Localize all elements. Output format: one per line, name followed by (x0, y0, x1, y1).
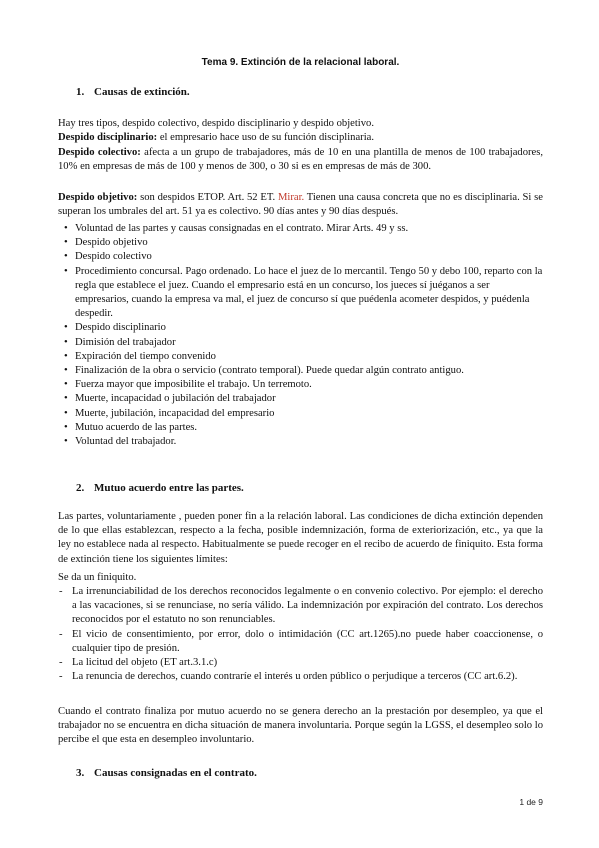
s1-disciplinario (58, 131, 543, 145)
list-item (58, 236, 543, 250)
list-item (58, 350, 543, 364)
list-item-text: Finalización de la obra o servicio (contrato temporal). Puede quedar algún contrato antiguo. (75, 365, 464, 377)
objetivo-text-a: son despidos ETOP. Art. 52 ET. (137, 192, 278, 203)
list-item-text: La renuncia de derechos, cuando contraríe el interés u orden público o perjudique a terceros (CC art.6.2). (72, 671, 518, 683)
objetivo-text-b: Tienen una causa concreta que no es disciplinaria. Si se superan los umbrales del art. 51 ya es colectivo. 90 días antes y 90 días después. (58, 192, 543, 218)
bullet-icon: • (64, 322, 68, 334)
list-item-text: El vicio de consentimiento, por error, dolo o intimidación (CC art.1265).no puede haber coaccionense, o cualquier tipo de presión. (72, 628, 543, 654)
list-item-text: Dimisión del trabajador (75, 336, 176, 348)
list-item (58, 392, 543, 406)
bullet-icon: • (64, 365, 68, 377)
list-item (58, 407, 543, 421)
colectivo-label: Despido colectivo: (58, 147, 141, 158)
list-item (58, 222, 543, 236)
section-1-title: Causas de extinción. (94, 86, 190, 98)
bullet-icon: • (64, 237, 68, 249)
list-item-text: Mutuo acuerdo de las partes. (75, 421, 198, 433)
list-item-text: La licitud del objeto (ET art.3.1.c) (72, 657, 218, 669)
disciplinario-text: el empresario hace uso de su función disciplinaria. (157, 132, 374, 143)
dash-icon: - (59, 586, 63, 597)
list-item-text: Voluntad del trabajador. (75, 436, 177, 448)
bullet-icon: • (64, 350, 68, 362)
list-item-text: Expiración del tiempo convenido (75, 350, 216, 362)
list-item-text: Despido colectivo (75, 251, 152, 263)
list-item (58, 670, 543, 684)
bullet-icon: • (64, 393, 68, 405)
list-item (58, 336, 543, 350)
page-number: 1 de 9 (519, 797, 543, 807)
list-item-text: Despido objetivo (75, 237, 148, 249)
s2-paragraph-1: Las partes, voluntariamente , pueden poner fin a la relación laboral. Las condiciones de dicha extinción dependen de lo que ellas establezcan, respecto a la fecha, posible indemnización, forma de exteriorización, etc., ya que la ley no establece nada al respecto. Habitualmente se puede recoger en el recibo de acuerdo de finiquito. Esta forma de extinción tiene los siguientes límites: (58, 511, 543, 565)
dash-icon: - (59, 628, 63, 640)
bullet-icon: • (64, 421, 68, 433)
s1-causes-list (58, 222, 543, 449)
document-title: Tema 9. Extinción de la relacional laboral. (201, 57, 400, 68)
section-3-number: 3. (76, 767, 85, 779)
objetivo-label: Despido objetivo: (58, 192, 138, 203)
list-item (58, 435, 543, 449)
section-1-heading (76, 86, 190, 98)
list-item (58, 321, 543, 335)
dash-icon: - (59, 671, 63, 683)
list-item-text: Procedimiento concursal. Pago ordenado. Lo hace el juez de lo mercantil. Tengo 50 y debo 100, reparto con la regla que establece el juez. Cuando el empresario está en un concurso, los jueces sí juéganos a ser empresarios, cuando la empresa va mal, el juez de concurso sí que puédenla acometer despidos, y puédenla despedir. (75, 265, 543, 320)
bullet-icon: • (64, 251, 68, 263)
bullet-icon: • (64, 336, 68, 348)
bullet-icon: • (64, 436, 68, 448)
list-item-text: Muerte, incapacidad o jubilación del trabajador (75, 393, 276, 405)
section-1-number: 1. (76, 86, 85, 98)
section-2-number: 2. (76, 482, 85, 494)
list-item (58, 628, 543, 656)
list-item-text: La irrenunciabilidad de los derechos reconocidos legalmente o en convenio colectivo. Por ejemplo: el derecho a las vacaciones, si se renunciase, no sería válido. La indemnización por expiración del contrato. Los derechos reconocidos por el estatuto no son renunciables. (72, 586, 543, 626)
list-item (58, 364, 543, 378)
s1-intro: Hay tres tipos, despido colectivo, despido disciplinario y despido objetivo. (58, 118, 374, 129)
dash-icon: - (59, 657, 63, 669)
s2-paragraph-2: Se da un finiquito. (58, 572, 137, 583)
list-item (58, 585, 543, 628)
bullet-icon: • (64, 379, 68, 391)
list-item-text: Muerte, jubilación, incapacidad del empresario (75, 407, 275, 419)
disciplinario-label: Despido disciplinario: (58, 132, 158, 143)
s1-colectivo (58, 146, 543, 174)
list-item-text: Fuerza mayor que imposibilite el trabajo. Un terremoto. (75, 379, 312, 391)
list-item (58, 265, 543, 322)
list-item-text: Voluntad de las partes y causas consignadas en el contrato. Mirar Arts. 49 y ss. (75, 223, 409, 234)
list-item-text: Despido disciplinario (75, 322, 166, 334)
s2-limits-list (58, 585, 543, 684)
list-item (58, 656, 543, 670)
bullet-icon: • (64, 265, 68, 277)
section-3-title: Causas consignadas en el contrato. (94, 767, 257, 779)
list-item (58, 421, 543, 435)
s1-objetivo (58, 191, 543, 219)
bullet-icon: • (64, 407, 68, 419)
bullet-icon: • (64, 223, 68, 234)
section-3-heading (76, 767, 257, 779)
list-item (58, 378, 543, 392)
section-2-title: Mutuo acuerdo entre las partes. (94, 482, 244, 494)
section-2-heading (76, 482, 244, 494)
colectivo-text: afecta a un grupo de trabajadores, más de 10 en una plantilla de menos de 100 trabajadores, 10% en empresas de más de 100 y menos de 300, o 30 si es en empresas de más de 300. (58, 147, 543, 173)
objetivo-highlight: Mirar. (277, 192, 305, 203)
list-item (58, 250, 543, 264)
s2-paragraph-3: Cuando el contrato finaliza por mutuo acuerdo no se genera derecho an la prestación por desempleo, ya que el trabajador no se encuentra en dicha situación de manera involuntaria. Porque según la LGSS, el desempleo solo lo percibe el que esta en desempleo involuntario. (58, 706, 543, 746)
